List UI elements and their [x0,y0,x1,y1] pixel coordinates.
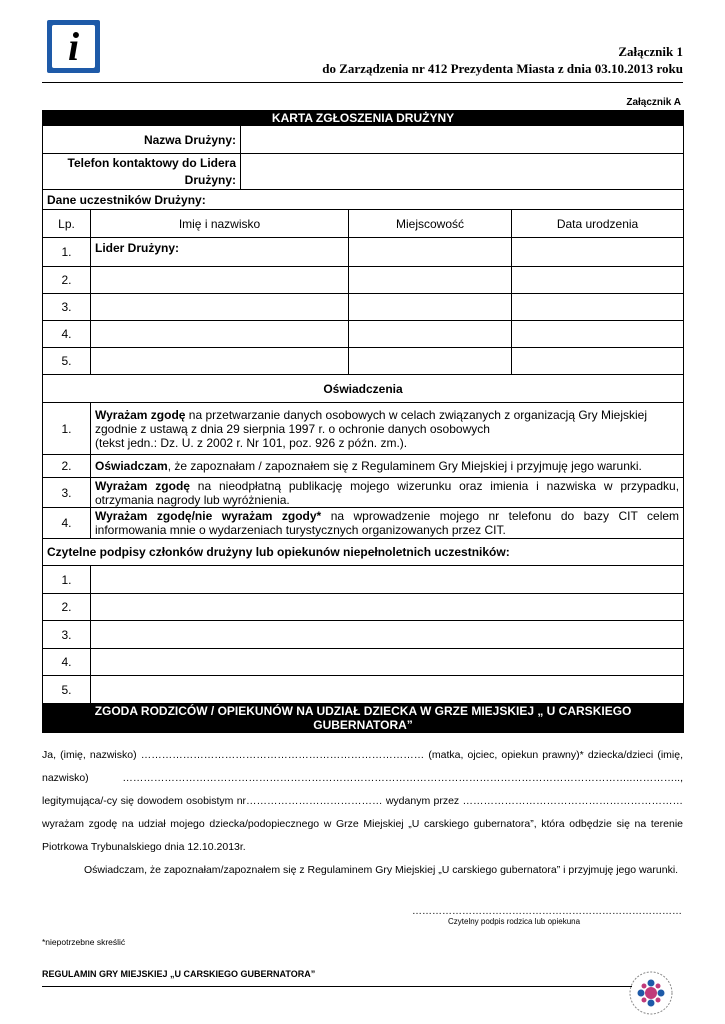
name-field[interactable] [91,348,349,375]
signature-field[interactable] [91,621,684,649]
col-lp: Lp. [43,210,91,238]
phone-label-line2: Drużyny: [184,172,236,187]
declaration-body: , że zapoznałam / zapoznałem się z Regulaminem Gry Miejskiej i przyjmuję jego warunki. [167,459,642,473]
city-field[interactable] [349,321,512,348]
row-number: 2. [43,267,91,294]
declaration-row [43,403,684,455]
signature-field[interactable] [91,594,684,621]
row-number: 5. [43,348,91,375]
participants-header: Dane uczestników Drużyny: [43,190,684,210]
signature-number: 5. [43,676,91,704]
name-field[interactable] [91,267,349,294]
parent-consent [42,744,683,882]
table-row [43,238,684,267]
declaration-body: na nieodpłatną publikację mojego wizerunku oraz imienia i nazwiska w przypadku, otrzymania nagrody lub wyróżnienia. [95,478,680,507]
phone-label [43,154,241,190]
signature-number: 2. [43,594,91,621]
signature-number: 1. [43,566,91,594]
dob-field[interactable] [512,321,684,348]
leader-note: Lider Drużyny: [95,241,180,255]
table-row [43,348,684,375]
annex-title: Załącznik 1 [618,44,683,59]
table-row [43,321,684,348]
name-field[interactable] [91,321,349,348]
declaration-body: na wprowadzenie mojego nr telefonu do bazy CIT celem informowania mnie o wydarzeniach turystycznych organizowanych przez CIT. [95,509,680,537]
annex-reference: do Zarządzenia nr 412 Prezydenta Miasta z dnia 03.10.2013 roku [322,61,683,76]
city-field[interactable] [349,238,512,267]
signature-number: 3. [43,621,91,649]
table-row [43,649,684,676]
consent-title: ZGODA RODZICÓW / OPIEKUNÓW NA UDZIAŁ DZIECKA W GRZE MIEJSKIEJ „ U CARSKIEGO GUBERNATORA” [43,704,684,733]
signature-number: 4. [43,649,91,676]
consent-paragraph-2: Oświadczam, że zapoznałam/zapoznałem się z Regulaminem Gry Miejskiej „U carskiego gubernatora” i przyjmuję jego warunki. [84,864,679,876]
col-city: Miejscowość [349,210,512,238]
declaration-bold: Oświadczam [95,459,168,473]
row-number: 3. [43,294,91,321]
declaration-text [91,478,684,508]
declaration-body-2: (tekst jedn.: Dz. U. z 2002 r. Nr 101, poz. 926 z późn. zm.). [95,435,408,450]
declaration-row [43,508,684,539]
declaration-row [43,455,684,478]
declaration-number: 4. [43,508,91,539]
signature-field[interactable] [91,676,684,704]
header-divider [42,82,683,83]
declaration-number: 2. [43,455,91,478]
phone-label-line1: Telefon kontaktowy do Lidera [67,155,236,170]
parent-signature-line[interactable]: ……………………………………………………………………… [412,906,682,917]
dob-field[interactable] [512,348,684,375]
table-row [43,267,684,294]
col-name: Imię i nazwisko [91,210,349,238]
consent-paragraph: Ja, (imię, nazwisko) ……………………………………………………………………… (matka, ojciec, opiekun prawny)* dziecka/dzieci (imię, nazwisko) ………………………………………………………………………………………………………………………………..………….., legitymująca/-cy się dowodem osobistym nr………………………………… wydanym przez ……………………………………………………… wyrażam zgodę na udział mojego dziecka/podopiecznego w Grze Miejskiej „U carskiego gubernatora”, która odbędzie się na terenie Piotrkowa Trybunalskiego dnia 12.10.2013r. [42,749,683,853]
declaration-text [91,455,684,478]
declaration-number: 3. [43,478,91,508]
team-name-label: Nazwa Drużyny: [43,126,241,154]
team-form-table [42,110,684,733]
table-row [43,566,684,594]
emblem-icon [628,970,674,1016]
annex-a-label: Załącznik A [626,97,681,108]
dob-field[interactable] [512,294,684,321]
declaration-bold: Wyrażam zgodę/nie wyrażam zgody* [95,509,322,523]
row-number: 4. [43,321,91,348]
declarations-header: Oświadczenia [43,375,684,403]
team-name-field[interactable] [241,126,684,154]
info-logo [47,20,100,73]
declaration-bold: Wyrażam zgodę [95,407,186,422]
declaration-body: na przetwarzanie danych osobowych w celach związanych z organizacją Gry Miejskiej zgodnie z ustawą z dnia 29 sierpnia 1997 r. o ochronie danych osobowych [95,407,648,436]
row-number: 1. [43,238,91,267]
declaration-number: 1. [43,403,91,455]
phone-field[interactable] [241,154,684,190]
name-field[interactable] [91,294,349,321]
city-field[interactable] [349,267,512,294]
table-row [43,621,684,649]
signature-caption: Czytelny podpis rodzica lub opiekuna [448,917,581,926]
dob-field[interactable] [512,267,684,294]
footer-divider [42,986,632,987]
dob-field[interactable] [512,238,684,267]
city-field[interactable] [349,348,512,375]
table-row [43,676,684,704]
declaration-bold: Wyrażam zgodę [95,478,190,493]
declaration-row [43,478,684,508]
city-field[interactable] [349,294,512,321]
declaration-text [91,508,684,539]
footnote: *niepotrzebne skreślić [42,937,126,947]
signatures-header: Czytelne podpisy członków drużyny lub opiekunów niepełnoletnich uczestników: [43,539,684,566]
declaration-text [91,403,684,455]
form-title: KARTA ZGŁOSZENIA DRUŻYNY [43,111,684,126]
signature-field[interactable] [91,566,684,594]
table-row [43,594,684,621]
col-dob: Data urodzenia [512,210,684,238]
footer-title: REGULAMIN GRY MIEJSKIEJ „U CARSKIEGO GUBERNATORA” [42,969,316,979]
leader-name-field[interactable] [91,238,349,267]
signature-field[interactable] [91,649,684,676]
info-icon: i [67,23,80,69]
table-row [43,294,684,321]
